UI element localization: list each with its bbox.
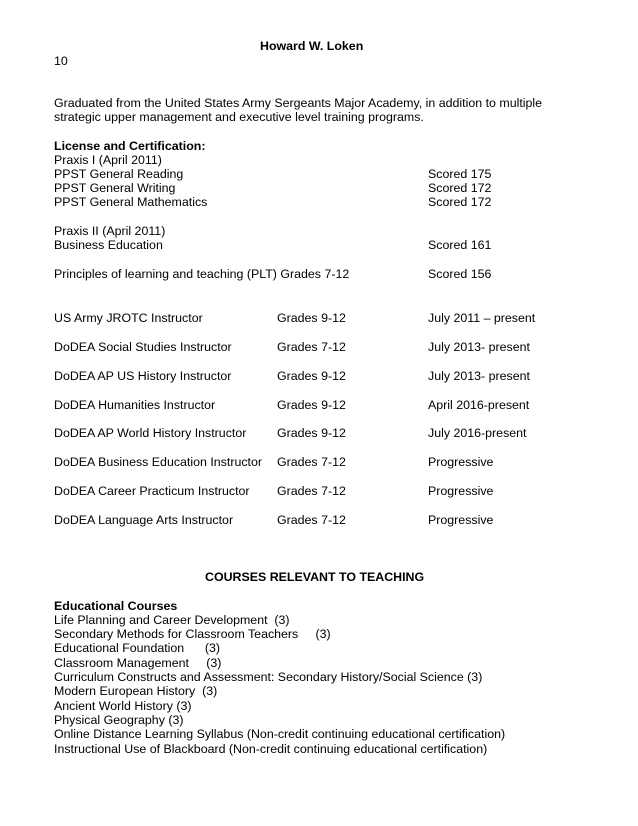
test-score: Scored 161 — [428, 238, 492, 252]
intro-line-1: Graduated from the United States Army Sergeants Major Academy, in addition to multiple — [54, 96, 543, 110]
course-item: Secondary Methods for Classroom Teachers (3) — [54, 627, 331, 641]
course-item: Instructional Use of Blackboard (Non-credit continuing educational certification) — [54, 742, 488, 756]
test-name: PPST General Reading — [54, 167, 184, 181]
position-dates: Progressive — [428, 484, 494, 498]
position-grades: Grades 7-12 — [277, 484, 346, 498]
position-grades: Grades 9-12 — [277, 369, 346, 383]
course-item: Curriculum Constructs and Assessment: Secondary History/Social Science (3) — [54, 670, 483, 684]
position-dates: July 2013- present — [428, 369, 530, 383]
page-number: 10 — [54, 54, 68, 68]
position-grades: Grades 7-12 — [277, 455, 346, 469]
position-title: DoDEA AP US History Instructor — [54, 369, 232, 383]
praxis-1-label: Praxis I (April 2011) — [54, 153, 162, 167]
test-name: Business Education — [54, 238, 163, 252]
position-dates: July 2011 – present — [428, 311, 536, 325]
position-title: DoDEA Career Practicum Instructor — [54, 484, 250, 498]
position-grades: Grades 9-12 — [277, 426, 346, 440]
test-name: Principles of learning and teaching (PLT) Grades 7-12 — [54, 267, 350, 281]
intro-line-2: strategic upper management and executive level training programs. — [54, 110, 424, 124]
position-title: DoDEA AP World History Instructor — [54, 426, 247, 440]
test-score: Scored 172 — [428, 181, 492, 195]
course-item: Physical Geography (3) — [54, 713, 184, 727]
position-grades: Grades 9-12 — [277, 311, 346, 325]
courses-subheading: Educational Courses — [54, 599, 178, 613]
praxis-2-label: Praxis II (April 2011) — [54, 224, 166, 238]
course-item: Life Planning and Career Development (3) — [54, 613, 290, 627]
position-grades: Grades 7-12 — [277, 513, 346, 527]
position-title: US Army JROTC Instructor — [54, 311, 203, 325]
position-title: DoDEA Social Studies Instructor — [54, 340, 232, 354]
position-dates: April 2016-present — [428, 398, 530, 412]
test-score: Scored 156 — [428, 267, 492, 281]
position-grades: Grades 9-12 — [277, 398, 346, 412]
course-item: Classroom Management (3) — [54, 656, 222, 670]
course-item: Ancient World History (3) — [54, 699, 192, 713]
test-name: PPST General Writing — [54, 181, 176, 195]
course-item: Online Distance Learning Syllabus (Non-credit continuing educational certification) — [54, 727, 506, 741]
position-grades: Grades 7-12 — [277, 340, 346, 354]
position-title: DoDEA Business Education Instructor — [54, 455, 262, 469]
test-score: Scored 172 — [428, 195, 492, 209]
courses-section-title: COURSES RELEVANT TO TEACHING — [205, 570, 425, 584]
test-score: Scored 175 — [428, 167, 492, 181]
position-title: DoDEA Humanities Instructor — [54, 398, 216, 412]
author-name: Howard W. Loken — [260, 39, 364, 53]
position-dates: July 2013- present — [428, 340, 530, 354]
position-title: DoDEA Language Arts Instructor — [54, 513, 234, 527]
test-name: PPST General Mathematics — [54, 195, 208, 209]
position-dates: Progressive — [428, 513, 494, 527]
course-item: Modern European History (3) — [54, 684, 218, 698]
position-dates: Progressive — [428, 455, 494, 469]
position-dates: July 2016-present — [428, 426, 527, 440]
license-heading: License and Certification: — [54, 139, 206, 153]
course-item: Educational Foundation (3) — [54, 641, 220, 655]
